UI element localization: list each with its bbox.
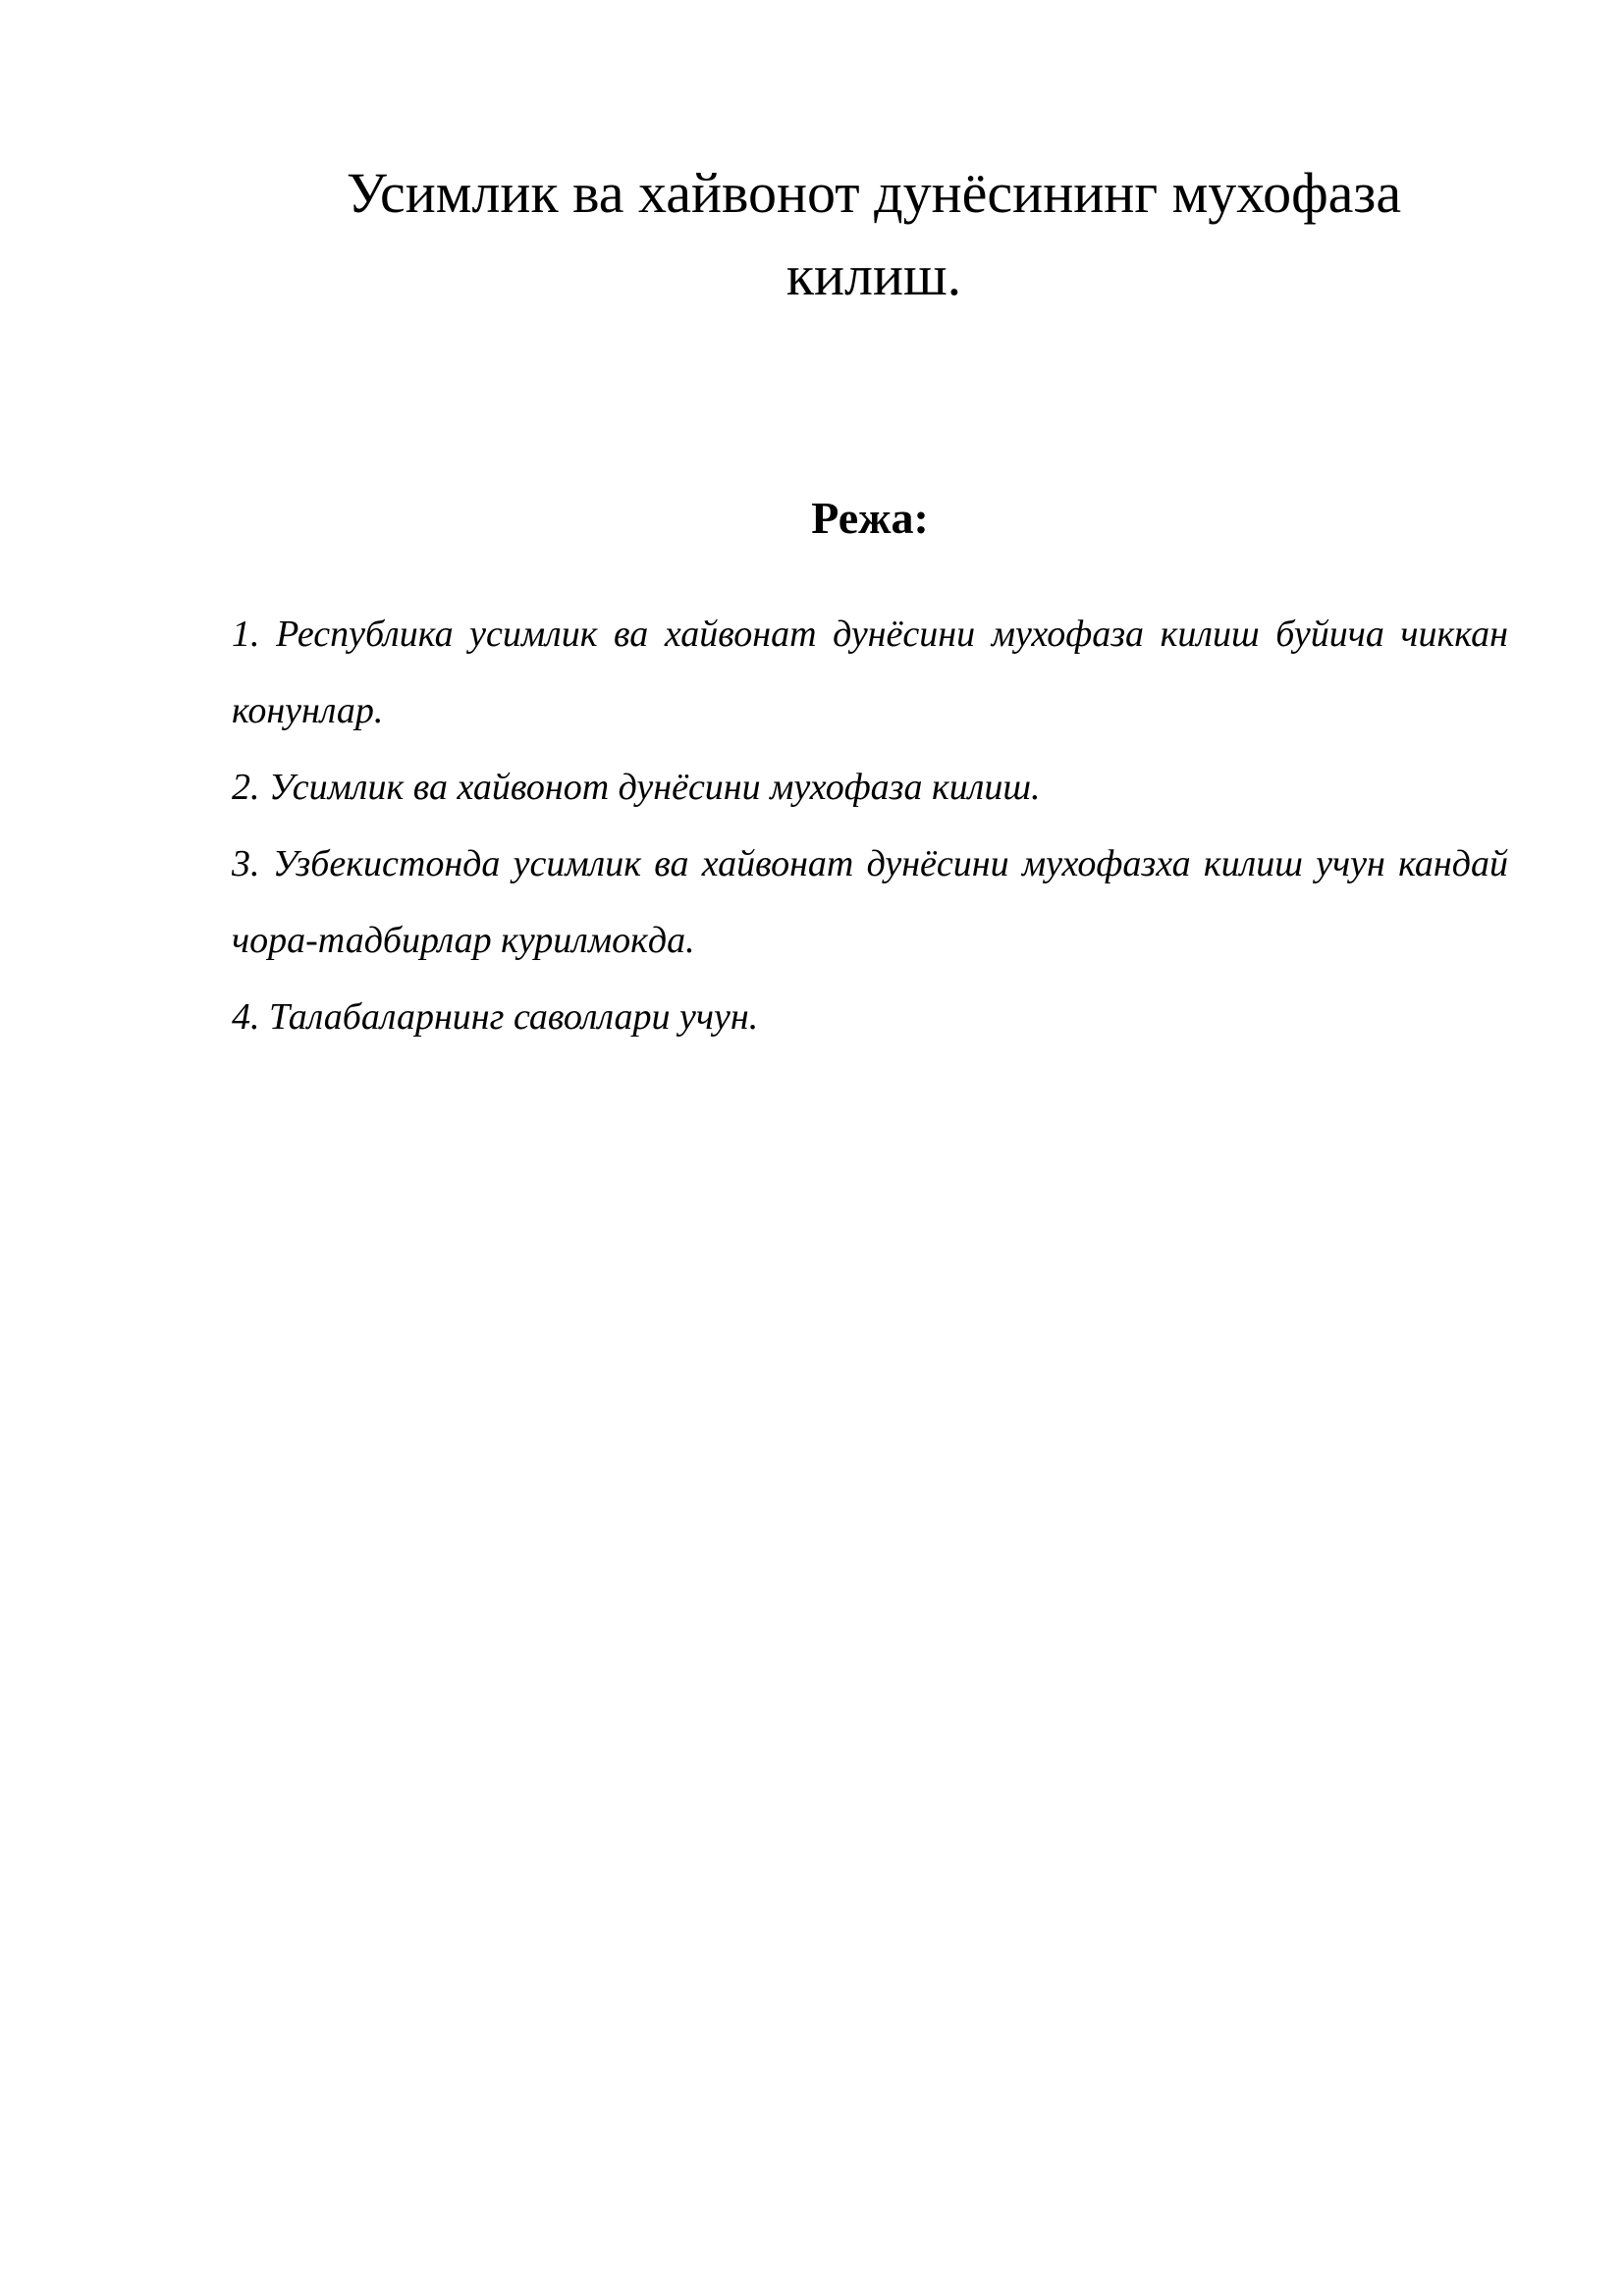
plan-item-1: 1. Республика усимлик ва хайвонат дунёсини мухофаза килиш буйича чиккан конунлар. <box>232 614 1508 731</box>
plan-item-2: 2. Усимлик ва хайвонот дунёсини мухофаза килиш. <box>232 767 1041 808</box>
plan-item-3: 3. Узбекистонда усимлик ва хайвонат дунёсини мухофазха килиш учун кандай чора-тадбирлар курилмокда. <box>232 843 1508 961</box>
plan-item-4: 4. Талабаларнинг саволлари учун. <box>232 996 759 1038</box>
plan-list <box>232 596 1508 1055</box>
plan-heading: Режа: <box>811 493 929 543</box>
document-title: Усимлик ва хайвонот дунёсининг мухофаза килиш. <box>346 161 1402 307</box>
